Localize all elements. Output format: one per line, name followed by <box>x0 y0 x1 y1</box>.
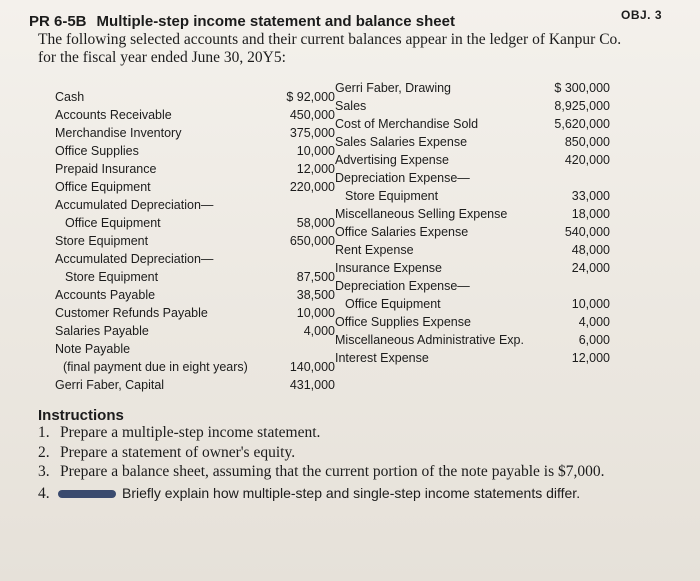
ledger-row: Prepaid Insurance 12,000 <box>55 162 335 176</box>
ledger-row: Customer Refunds Payable 10,000 <box>55 306 335 320</box>
ledger-row: Store Equipment 33,000 <box>345 189 610 203</box>
problem-number: PR 6-5B <box>29 13 87 30</box>
problem-title-text: Multiple-step income statement and balance sheet <box>96 13 455 30</box>
instructions-list <box>38 423 658 503</box>
ledger-row: Interest Expense 12,000 <box>335 351 610 365</box>
objective-label: OBJ. 3 <box>621 8 663 22</box>
ledger-row: Note Payable <box>55 342 131 356</box>
ledger-row: Miscellaneous Administrative Exp. 6,000 <box>335 333 610 347</box>
ledger-row: Sales 8,925,000 <box>335 99 610 113</box>
ledger-row: Accumulated Depreciation— <box>55 252 214 266</box>
ledger-row: Sales Salaries Expense 850,000 <box>335 135 610 149</box>
ledger-row: Office Salaries Expense 540,000 <box>335 225 610 239</box>
ledger-row: Cost of Merchandise Sold 5,620,000 <box>335 117 610 131</box>
ledger-row: Cash $ 92,000 <box>55 90 335 104</box>
ledger-row: Accounts Payable 38,500 <box>55 288 335 302</box>
ledger-row: Accounts Receivable 450,000 <box>55 108 335 122</box>
instructions-heading: Instructions <box>38 407 124 424</box>
instruction-item: 1. Prepare a multiple-step income statement. <box>38 424 321 441</box>
ledger-row: Merchandise Inventory 375,000 <box>55 126 335 140</box>
ledger-row: Miscellaneous Selling Expense 18,000 <box>335 207 610 221</box>
instruction-item: 4. Briefly explain how multiple-step and single-step income statements differ. <box>38 484 581 502</box>
ledger-row: Office Supplies Expense 4,000 <box>335 315 610 329</box>
ledger-row: Store Equipment 650,000 <box>55 234 335 248</box>
ledger-row: Gerri Faber, Drawing $ 300,000 <box>335 81 610 95</box>
ledger-row: Accumulated Depreciation— <box>55 198 214 212</box>
ledger-row: Gerri Faber, Capital 431,000 <box>55 378 335 392</box>
ledger-row: Rent Expense 48,000 <box>335 243 610 257</box>
instruction-item: 3. Prepare a balance sheet, assuming that the current portion of the note payable is $7,000. <box>38 463 605 480</box>
ledger-row: Office Equipment 58,000 <box>65 216 335 230</box>
problem-title <box>29 13 455 30</box>
ledger-row: Depreciation Expense— <box>335 171 470 185</box>
problem-intro: The following selected accounts and their current balances appear in the ledger of Kanpur Co. for the fiscal year ended June 30, 20Y5: <box>38 31 622 66</box>
ledger-row: Office Equipment 10,000 <box>345 297 610 311</box>
ledger-row: Office Equipment 220,000 <box>55 180 335 194</box>
ledger-row: Depreciation Expense— <box>335 279 470 293</box>
ledger-row: Store Equipment 87,500 <box>65 270 335 284</box>
instruction-item: 2. Prepare a statement of owner's equity. <box>38 443 296 461</box>
ledger-row: Salaries Payable 4,000 <box>55 324 335 338</box>
ledger-row: Office Supplies 10,000 <box>55 144 335 158</box>
ledger-row: (final payment due in eight years) 140,000 <box>63 360 335 374</box>
highlight-marker-icon <box>58 490 116 498</box>
ledger-row: Advertising Expense 420,000 <box>335 153 610 167</box>
ledger-row: Insurance Expense 24,000 <box>335 261 610 275</box>
